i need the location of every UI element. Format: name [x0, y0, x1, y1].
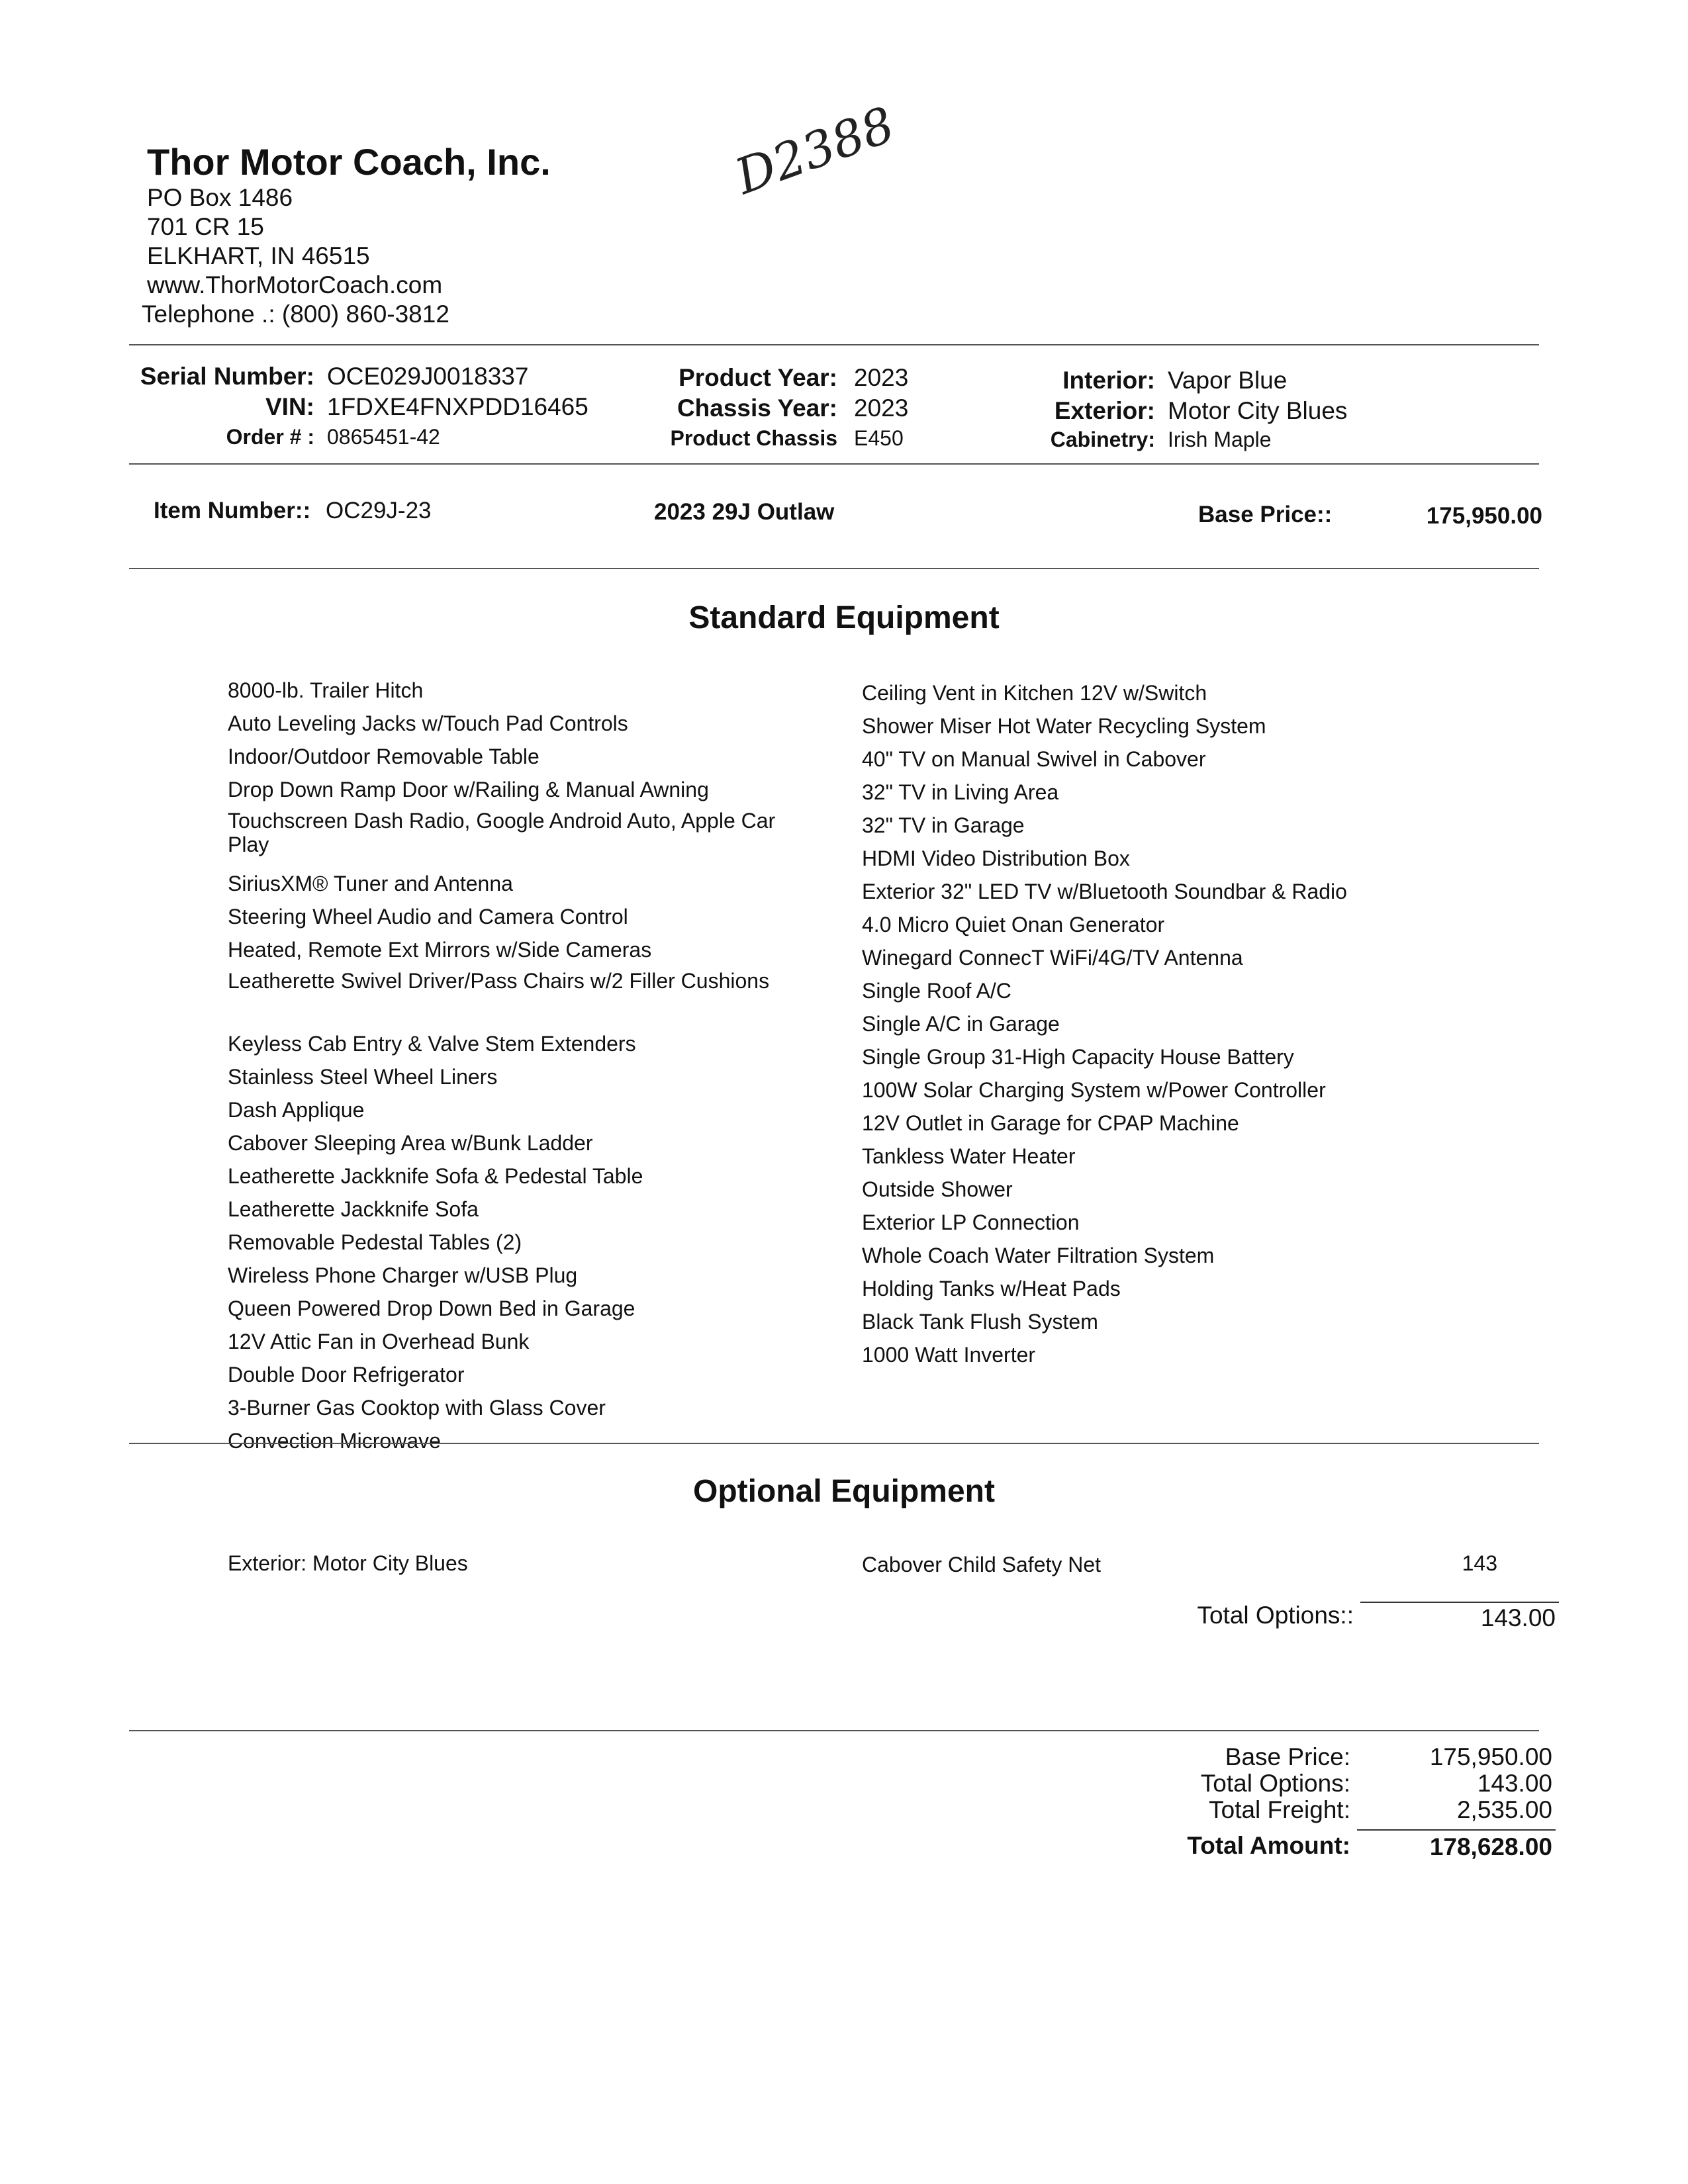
- summary-total-options-label: Total Options:: [1200, 1770, 1350, 1797]
- optional-item-price: 143: [1462, 1551, 1497, 1575]
- company-telephone: Telephone .: (800) 860-3812: [142, 300, 449, 328]
- equipment-item: Single Roof A/C: [862, 979, 1011, 1003]
- chassis-year-label: Chassis Year:: [677, 394, 837, 422]
- exterior-value: Motor City Blues: [1168, 397, 1348, 424]
- equipment-item: Single Group 31-High Capacity House Battery: [862, 1045, 1294, 1069]
- optional-item-safety-net: Cabover Child Safety Net: [862, 1553, 1102, 1576]
- equipment-item: Holding Tanks w/Heat Pads: [862, 1277, 1121, 1300]
- subtotal-line: [1360, 1602, 1559, 1603]
- company-name: Thor Motor Coach, Inc.: [147, 141, 551, 183]
- equipment-item: Winegard ConnecT WiFi/4G/TV Antenna: [862, 946, 1243, 970]
- equipment-item: Shower Miser Hot Water Recycling System: [862, 714, 1266, 738]
- equipment-item: Tankless Water Heater: [862, 1144, 1076, 1168]
- summary-total-options-value: 143.00: [1477, 1770, 1552, 1797]
- equipment-item: Dash Applique: [228, 1098, 365, 1122]
- equipment-item: Leatherette Jackknife Sofa & Pedestal Table: [228, 1164, 643, 1188]
- summary-total-amount-label: Total Amount:: [1187, 1832, 1350, 1859]
- serial-number-value: OCE029J0018337: [327, 363, 529, 390]
- company-street: 701 CR 15: [147, 213, 264, 240]
- divider: [129, 1730, 1539, 1731]
- equipment-item: Cabover Sleeping Area w/Bunk Ladder: [228, 1131, 593, 1155]
- total-options-value: 143.00: [1480, 1604, 1556, 1631]
- divider: [129, 568, 1539, 569]
- cabinetry-label: Cabinetry:: [1050, 428, 1155, 451]
- chassis-year-value: 2023: [854, 394, 909, 422]
- equipment-item: Exterior 32" LED TV w/Bluetooth Soundbar & Radio: [862, 880, 1347, 903]
- equipment-item: Outside Shower: [862, 1177, 1013, 1201]
- serial-number-label: Serial Number:: [140, 363, 314, 390]
- item-number-label: Item Number::: [154, 498, 311, 523]
- equipment-item: Stainless Steel Wheel Liners: [228, 1065, 498, 1089]
- equipment-item: HDMI Video Distribution Box: [862, 846, 1130, 870]
- standard-equipment-left-list: [228, 674, 817, 1457]
- product-chassis-value: E450: [854, 426, 904, 450]
- equipment-item: Black Tank Flush System: [862, 1310, 1098, 1334]
- interior-label: Interior:: [1062, 367, 1155, 394]
- equipment-item: Indoor/Outdoor Removable Table: [228, 745, 539, 768]
- equipment-item: 12V Outlet in Garage for CPAP Machine: [862, 1111, 1239, 1135]
- cabinetry-value: Irish Maple: [1168, 428, 1272, 451]
- equipment-item: Removable Pedestal Tables (2): [228, 1230, 522, 1254]
- total-line: [1357, 1829, 1556, 1831]
- standard-equipment-title: Standard Equipment: [688, 600, 1000, 635]
- base-price-value: 175,950.00: [1426, 503, 1542, 529]
- item-model: 2023 29J Outlaw: [654, 499, 835, 525]
- equipment-item: Drop Down Ramp Door w/Railing & Manual Awning: [228, 778, 709, 801]
- equipment-item: Keyless Cab Entry & Valve Stem Extenders: [228, 1032, 636, 1056]
- equipment-item: Touchscreen Dash Radio, Google Android Auto, Apple Car Play: [228, 809, 776, 856]
- exterior-label: Exterior:: [1054, 397, 1155, 424]
- equipment-item: Heated, Remote Ext Mirrors w/Side Cameras: [228, 938, 652, 962]
- equipment-item: 32" TV in Living Area: [862, 780, 1059, 804]
- summary-base-price-label: Base Price:: [1225, 1743, 1350, 1770]
- handwritten-note: D2388: [728, 96, 902, 206]
- optional-equipment-title: Optional Equipment: [693, 1474, 995, 1509]
- equipment-item: Auto Leveling Jacks w/Touch Pad Controls: [228, 711, 628, 735]
- equipment-item: Leatherette Jackknife Sofa: [228, 1197, 479, 1221]
- equipment-item: Leatherette Swivel Driver/Pass Chairs w/2 Filler Cushions: [228, 969, 770, 993]
- equipment-item: Exterior LP Connection: [862, 1210, 1080, 1234]
- equipment-item: 40" TV on Manual Swivel in Cabover: [862, 747, 1206, 771]
- summary-total-freight-value: 2,535.00: [1456, 1796, 1552, 1823]
- equipment-item: Steering Wheel Audio and Camera Control: [228, 905, 628, 929]
- company-po-box: PO Box 1486: [147, 184, 293, 211]
- vin-label: VIN:: [265, 393, 314, 420]
- equipment-item: 1000 Watt Inverter: [862, 1343, 1036, 1367]
- equipment-item: Convection Microwave: [228, 1429, 441, 1453]
- equipment-item: Queen Powered Drop Down Bed in Garage: [228, 1297, 635, 1320]
- equipment-item: 32" TV in Garage: [862, 813, 1025, 837]
- equipment-item: 3-Burner Gas Cooktop with Glass Cover: [228, 1396, 606, 1420]
- equipment-item: SiriusXM® Tuner and Antenna: [228, 872, 513, 895]
- equipment-item: 12V Attic Fan in Overhead Bunk: [228, 1330, 530, 1353]
- equipment-item: Double Door Refrigerator: [228, 1363, 465, 1387]
- optional-item-exterior: Exterior: Motor City Blues: [228, 1551, 468, 1575]
- product-chassis-label: Product Chassis: [670, 426, 837, 450]
- divider: [129, 1443, 1539, 1444]
- company-website: www.ThorMotorCoach.com: [147, 271, 443, 298]
- product-year-value: 2023: [854, 364, 909, 391]
- equipment-item: 100W Solar Charging System w/Power Controller: [862, 1078, 1326, 1102]
- equipment-item: 8000-lb. Trailer Hitch: [228, 678, 424, 702]
- standard-equipment-right-list: [862, 676, 1458, 1371]
- equipment-item: Ceiling Vent in Kitchen 12V w/Switch: [862, 681, 1207, 705]
- divider: [129, 463, 1539, 465]
- summary-total-freight-label: Total Freight:: [1209, 1796, 1350, 1823]
- divider: [129, 344, 1539, 345]
- base-price-label: Base Price::: [1198, 502, 1333, 527]
- equipment-item: Single A/C in Garage: [862, 1012, 1060, 1036]
- order-number-value: 0865451-42: [327, 425, 440, 449]
- total-options-label: Total Options::: [1197, 1602, 1354, 1629]
- item-number-value: OC29J-23: [326, 498, 432, 523]
- interior-value: Vapor Blue: [1168, 367, 1288, 394]
- vin-value: 1FDXE4FNXPDD16465: [327, 393, 588, 420]
- equipment-item: 4.0 Micro Quiet Onan Generator: [862, 913, 1165, 936]
- product-year-label: Product Year:: [679, 364, 837, 391]
- summary-total-amount-value: 178,628.00: [1429, 1833, 1552, 1860]
- equipment-item: Wireless Phone Charger w/USB Plug: [228, 1263, 578, 1287]
- equipment-item: Whole Coach Water Filtration System: [862, 1244, 1215, 1267]
- summary-base-price-value: 175,950.00: [1429, 1743, 1552, 1770]
- company-city: ELKHART, IN 46515: [147, 242, 370, 269]
- order-number-label: Order # :: [226, 425, 314, 449]
